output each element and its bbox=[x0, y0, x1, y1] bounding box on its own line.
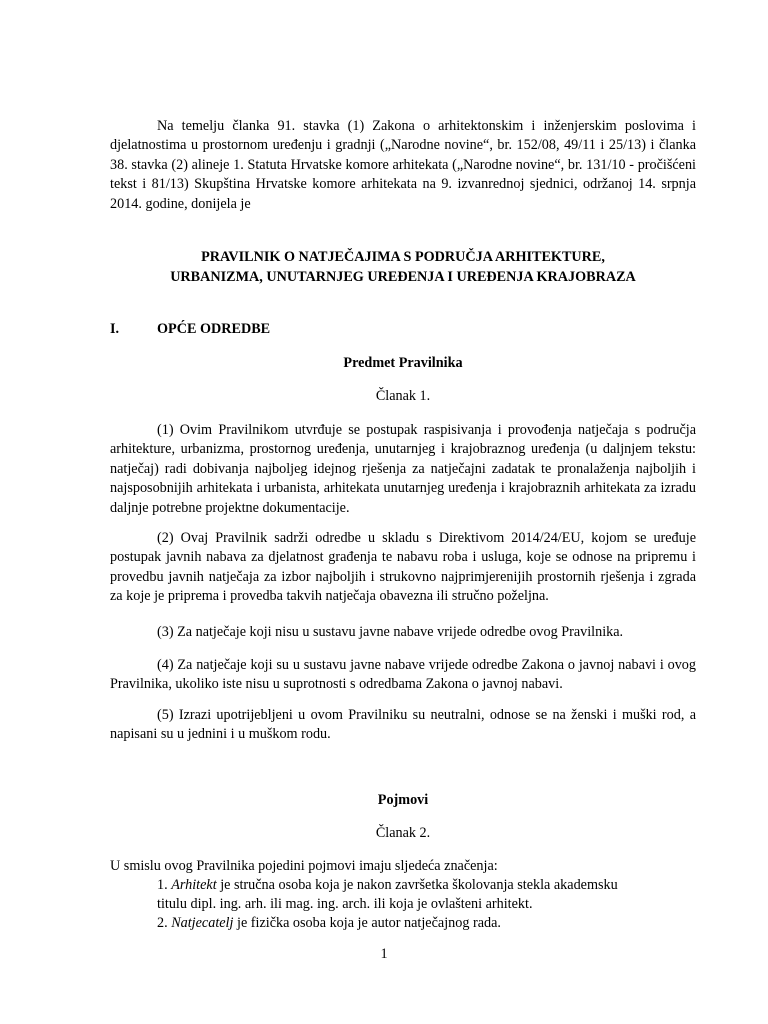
article-1-paragraph-4: (4) Za natječaje koji su u sustavu javne nabave vrijede odredbe Zakona o javnoj nabavi i ovog Pravilnika, ukoliko iste nisu u suprotnosti s odredbama Zakona o javnoj nabavi. bbox=[110, 657, 696, 693]
definition-1-text: je stručna osoba koja je nakon završetka školovanja stekla akademsku bbox=[220, 877, 618, 893]
article-1-paragraph-3: (3) Za natječaje koji nisu u sustavu javne nabave vrijede odredbe ovog Pravilnika. bbox=[157, 624, 624, 640]
definition-1-term: Arhitekt bbox=[171, 877, 217, 893]
definition-2-text: je fizička osoba koja je autor natječajnog rada. bbox=[237, 915, 501, 931]
section-heading bbox=[110, 320, 270, 339]
article-1-paragraph-5: (5) Izrazi upotrijebljeni u ovom Pravilniku su neutralni, odnose se na ženski i muški rod, a napisani su u jednini i u muškom rodu. bbox=[110, 707, 696, 743]
article-2-heading: Članak 2. bbox=[375, 825, 431, 841]
definition-1 bbox=[157, 876, 697, 895]
section-number: I. bbox=[110, 321, 120, 337]
subject-heading: Predmet Pravilnika bbox=[343, 355, 463, 371]
article-1-paragraph-2: (2) Ovaj Pravilnik sadrži odredbe u skladu s Direktivom 2014/24/EU, kojom se uređuje postupak javnih nabava za djelatnost građenja te nabavu roba i usluga, koje se odnose na pripremu i provedbu javnih natječaja za izbor najboljih i strukovno najprimjerenijih prostornih rješenja i zgrada za koje je priprema i provedba takvih natječaja obavezna ili stručno poželjna. bbox=[110, 530, 696, 605]
document-title-line-2: URBANIZMA, UNUTARNJEG UREĐENJA I UREĐENJA KRAJOBRAZA bbox=[170, 269, 636, 285]
document-title-line-1: PRAVILNIK O NATJEČAJIMA S PODRUČJA ARHITEKTURE, bbox=[201, 249, 605, 265]
section-title: OPĆE ODREDBE bbox=[157, 321, 271, 337]
definition-2-number: 2. bbox=[157, 915, 168, 931]
article-1-heading: Članak 1. bbox=[375, 388, 431, 404]
page-number: 1 bbox=[380, 946, 388, 962]
terms-heading: Pojmovi bbox=[377, 792, 429, 808]
definition-1-continuation: titulu dipl. ing. arh. ili mag. ing. arch. ili koja je ovlašteni arhitekt. bbox=[157, 896, 533, 912]
definition-2-term: Natjecatelj bbox=[171, 915, 234, 931]
article-1-paragraph-1: (1) Ovim Pravilnikom utvrđuje se postupak raspisivanja i provođenja natječaja s područja arhitekture, urbanizma, prostornog uređenja, unutarnjeg i krajobraznog uređenja (u daljnjem tekstu: natječaj) radi dobivanja najboljeg idejnog rješenja za natječajni zadatak te pronalaženja najboljih i najsposobnijih arhitekata i urbanista, arhitekata unutarnjeg uređenja i krajobraznih arhitekata za izradu daljnje potrebne projektne dokumentacije. bbox=[110, 422, 696, 516]
intro-paragraph: Na temelju članka 91. stavka (1) Zakona o arhitektonskim i inženjerskim poslovima i djelatnostima u prostornom uređenju i gradnji („Narodne novine“, br. 152/08, 49/11 i 25/13) i članka 38. stavka (2) alineje 1. Statuta Hrvatske komore arhitekata („Narodne novine“, br. 131/10 - pročišćeni tekst i 81/13) Skupština Hrvatske komore arhitekata na 9. izvanrednoj sjednici, održanoj 14. srpnja 2014. godine, donijela je bbox=[110, 118, 696, 212]
definition-2 bbox=[157, 914, 697, 933]
definition-1-number: 1. bbox=[157, 877, 168, 893]
article-2-intro: U smislu ovog Pravilnika pojedini pojmovi imaju sljedeća značenja: bbox=[110, 858, 498, 874]
